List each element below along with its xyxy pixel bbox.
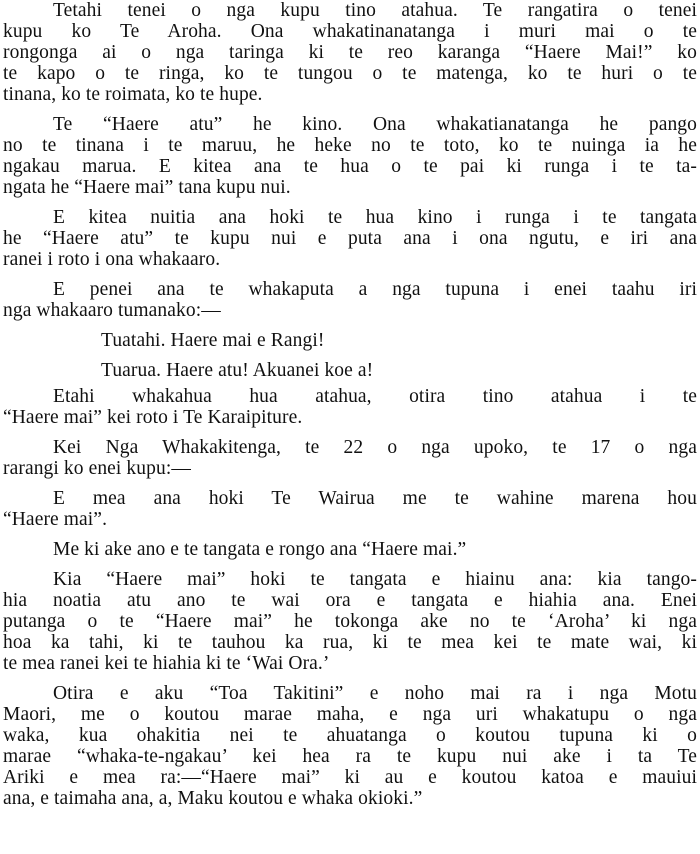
text-line: Te “Haere atu” he kino. Ona whakatianatanga he pango	[53, 114, 697, 135]
text-line: Otira e aku “Toa Takitini” e noho mai ra i nga Motu	[53, 683, 697, 704]
text-line: ngata he “Haere mai” tana kupu nui.	[3, 177, 291, 198]
document-page	[3, 0, 697, 809]
text-line: Maori, me o koutou marae maha, e nga uri whakatupu o nga	[3, 704, 697, 725]
text-line: “Haere mai”.	[3, 509, 108, 530]
paragraph-9	[3, 569, 697, 674]
text-line: Etahi whakahua hua atahua, otira tino atahua i te	[53, 386, 697, 407]
paragraph-1	[3, 0, 697, 105]
text-line: tinana, ko te roimata, ko te hupe.	[3, 84, 263, 105]
text-line: waka, kua ohakitia nei te ahuatanga o koutou tupuna ki o	[3, 725, 697, 746]
text-line: no te tinana i te maruu, he heke no te toto, ko te nuinga ia he	[3, 135, 697, 156]
quote-line: Tuatahi. Haere mai e Rangi!	[101, 330, 325, 351]
paragraph-2	[3, 114, 697, 198]
paragraph-8	[3, 539, 697, 560]
quote-2	[3, 360, 697, 381]
quote-line: Tuarua. Haere atu! Akuanei koe a!	[101, 360, 374, 381]
text-line: marae “whaka-te-ngakau’ kei hea ra te kupu nui ake i ta Te	[3, 746, 697, 767]
text-line: Ariki e mea ra:—“Haere mai” ki au e koutou katoa e mauiui	[3, 767, 697, 788]
text-line: ngakau marua. E kitea ana te hua o te pai ki runga i te ta-	[3, 156, 697, 177]
text-line: te kapo o te ringa, ko te tungou o te matenga, ko te huri o te	[3, 63, 697, 84]
text-line: E mea ana hoki Te Wairua me te wahine marena hou	[53, 488, 697, 509]
text-line: E kitea nuitia ana hoki te hua kino i runga i te tangata	[53, 207, 697, 228]
paragraph-7	[3, 488, 697, 530]
quote-1	[3, 330, 697, 351]
text-line: Tetahi tenei o nga kupu tino atahua. Te rangatira o tenei	[53, 0, 697, 21]
text-line: ana, e taimaha ana, a, Maku koutou e whaka okioki.”	[3, 788, 423, 809]
paragraph-10	[3, 683, 697, 809]
paragraph-6	[3, 437, 697, 479]
paragraph-5	[3, 386, 697, 428]
text-line: nga whakaaro tumanako:—	[3, 300, 221, 321]
text-line: he “Haere atu” te kupu nui e puta ana i ona ngutu, e iri ana	[3, 228, 697, 249]
text-line: Me ki ake ano e te tangata e rongo ana “Haere mai.”	[53, 539, 467, 560]
text-line: ranei i roto i ona whakaaro.	[3, 249, 221, 270]
text-line: hoa ka tahi, ki te tauhou ka rua, ki te mea kei te mate wai, ki	[3, 632, 697, 653]
text-line: Kia “Haere mai” hoki te tangata e hiainu ana: kia tango-	[53, 569, 697, 590]
text-line: kupu ko Te Aroha. Ona whakatinanatanga i muri mai o te	[3, 21, 697, 42]
text-line: putanga o te “Haere mai” he tokonga ake no te ‘Aroha’ ki nga	[3, 611, 697, 632]
text-line: E penei ana te whakaputa a nga tupuna i enei taahu iri	[53, 279, 697, 300]
text-line: Kei Nga Whakakitenga, te 22 o nga upoko, te 17 o nga	[53, 437, 697, 458]
text-line: “Haere mai” kei roto i Te Karaipiture.	[3, 407, 303, 428]
paragraph-4	[3, 279, 697, 321]
text-line: hia noatia atu ano te wai ora e tangata e hiahia ana. Enei	[3, 590, 697, 611]
text-line: te mea ranei kei te hiahia ki te ‘Wai Ora.’	[3, 653, 330, 674]
text-line: rongonga ai o nga taringa ki te reo karanga “Haere Mai!” ko	[3, 42, 697, 63]
text-line: rarangi ko enei kupu:—	[3, 458, 191, 479]
paragraph-3	[3, 207, 697, 270]
